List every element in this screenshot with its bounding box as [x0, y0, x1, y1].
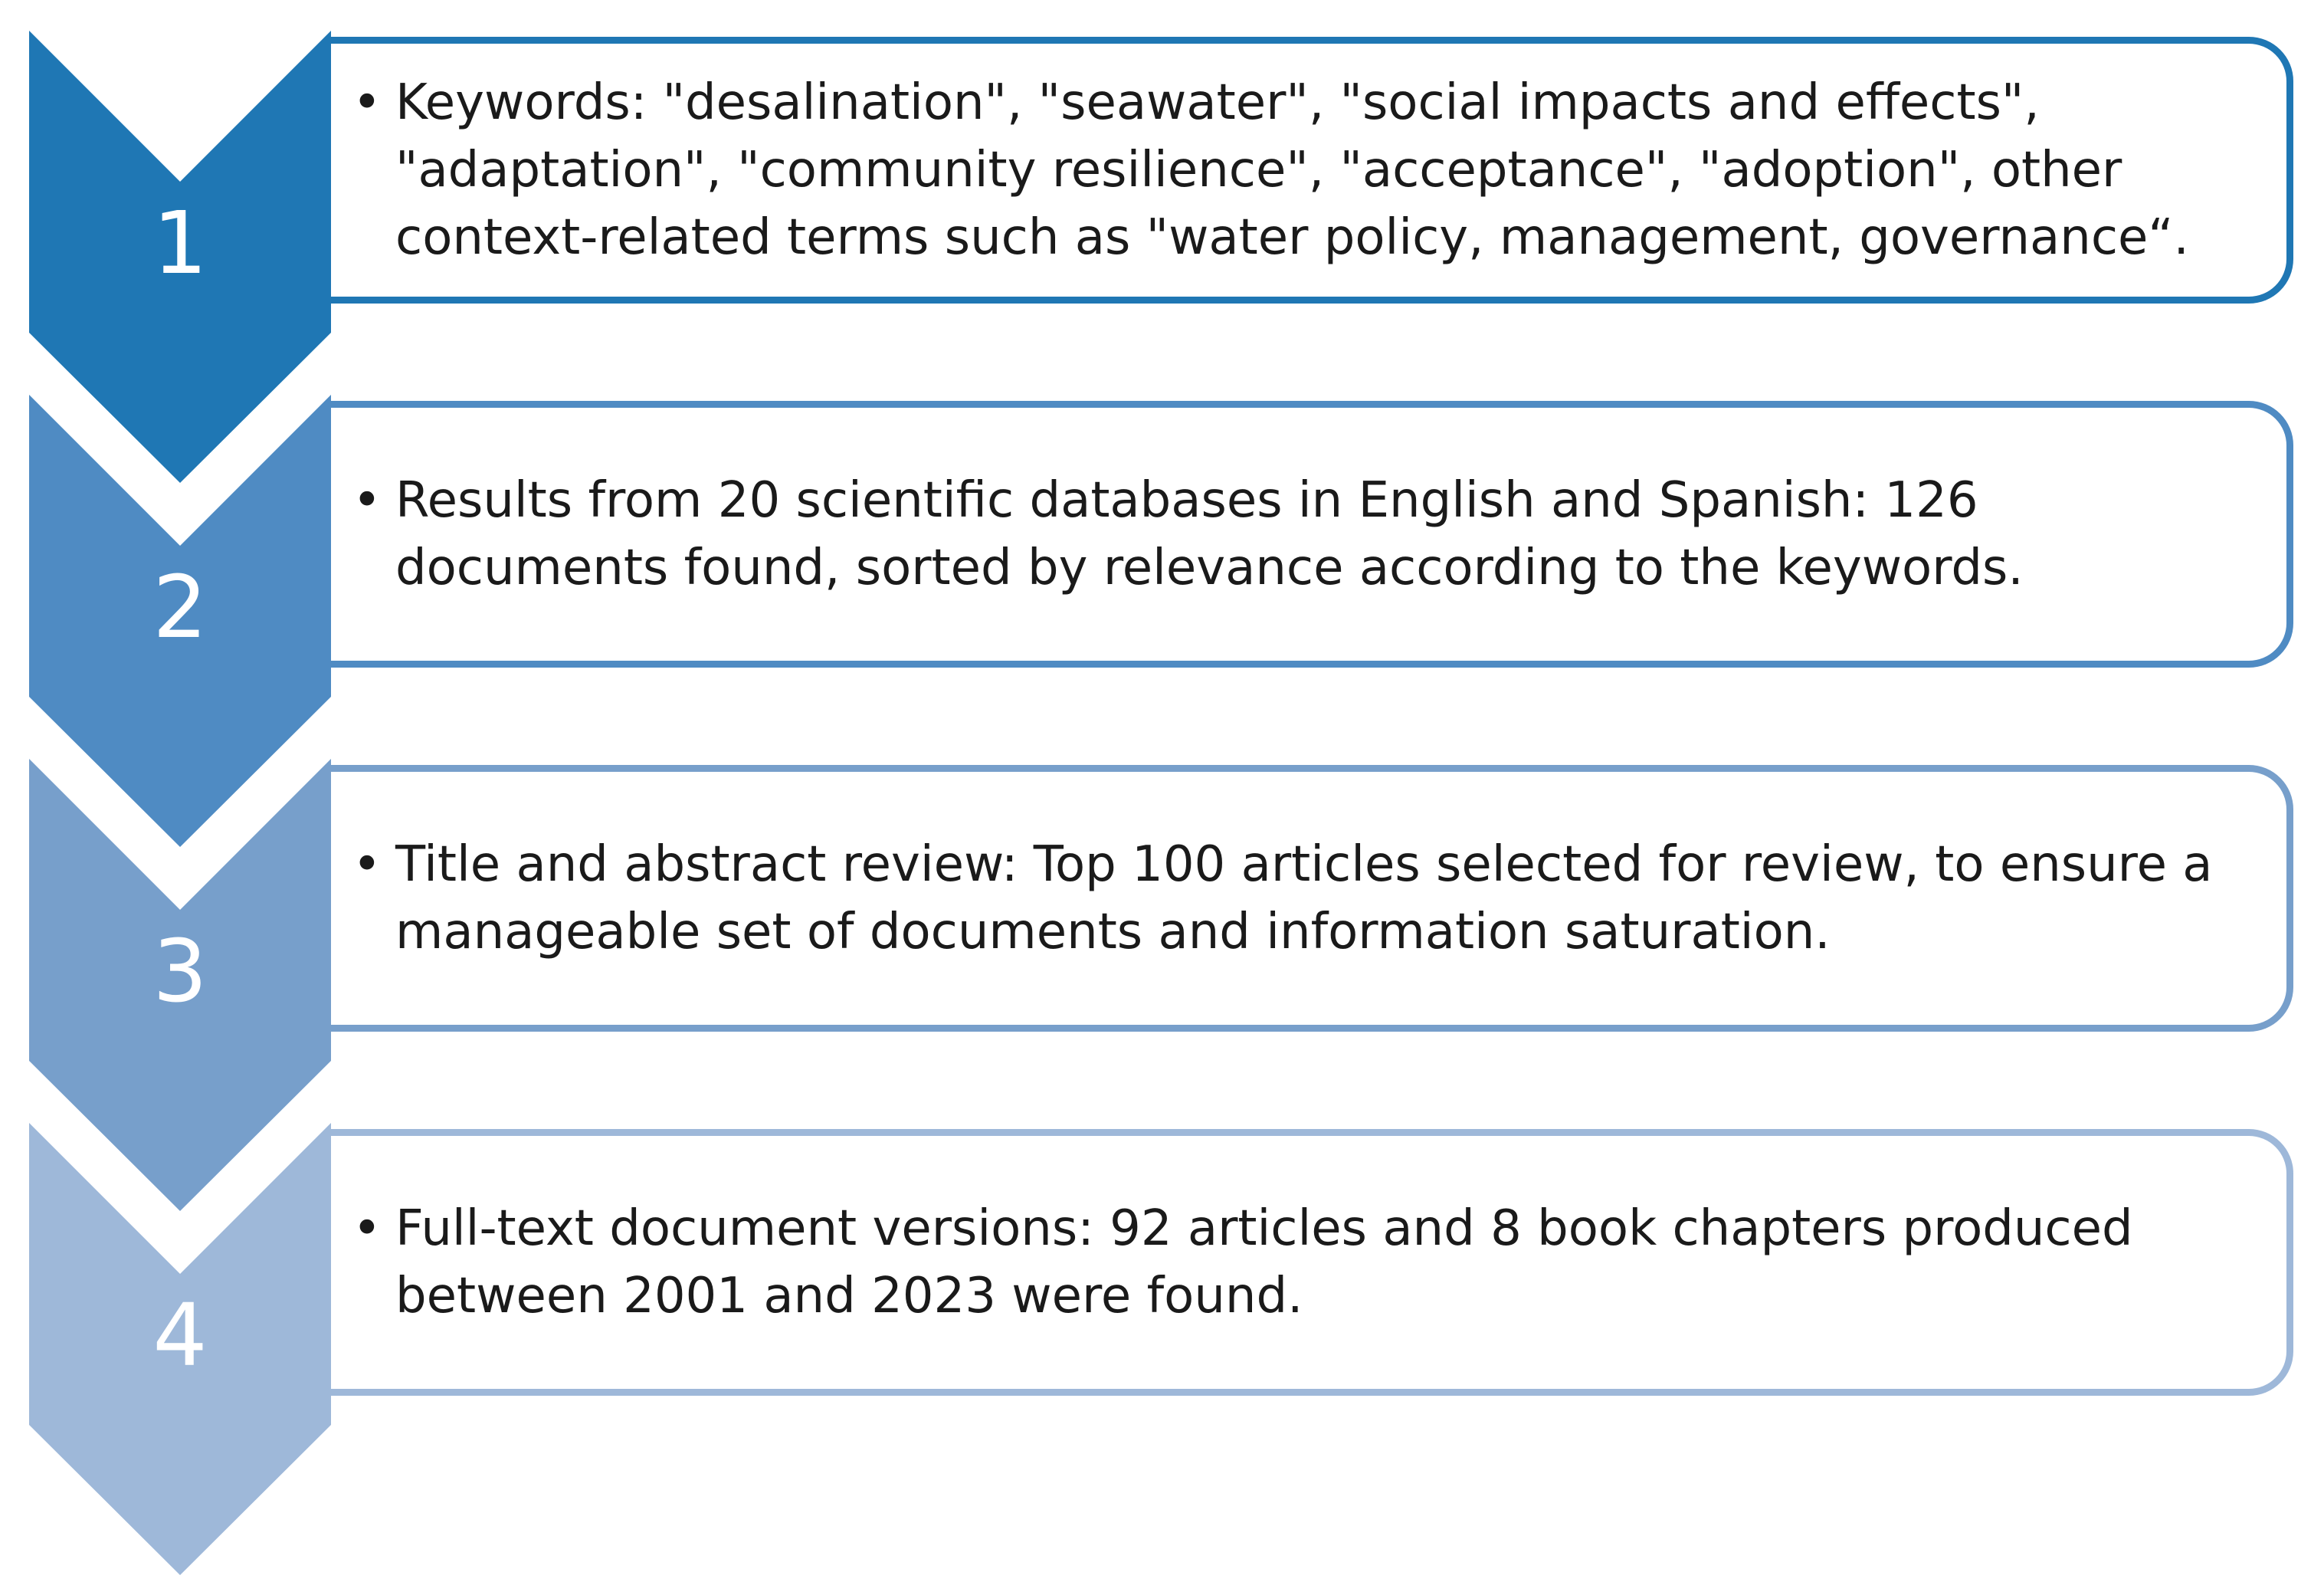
step-3-text: • Title and abstract review: Top 100 articles selected for review, to ensure a manageable set of documents and information saturation. [352, 831, 2260, 966]
step-3-number: 3 [152, 922, 208, 1022]
step-1-box [329, 37, 2293, 304]
step-3-box [329, 765, 2293, 1032]
step-4-number: 4 [152, 1286, 208, 1386]
step-1-text: • Keywords: "desalination", "seawater", "social impacts and effects", "adaptation", "community resilience", "acceptance", "adoption", other context-related terms such as "water policy, management, governance“. [352, 69, 2260, 271]
step-4-box [329, 1129, 2293, 1396]
step-1-number: 1 [152, 194, 208, 294]
step-4-text: • Full-text document versions: 92 articles and 8 book chapters produced between 2001 and 2023 were found. [352, 1195, 2260, 1330]
step-2-box [329, 401, 2293, 668]
step-2-text: • Results from 20 scientific databases in English and Spanish: 126 documents found, sorted by relevance according to the keywords. [352, 467, 2260, 602]
step-2-number: 2 [152, 558, 208, 658]
